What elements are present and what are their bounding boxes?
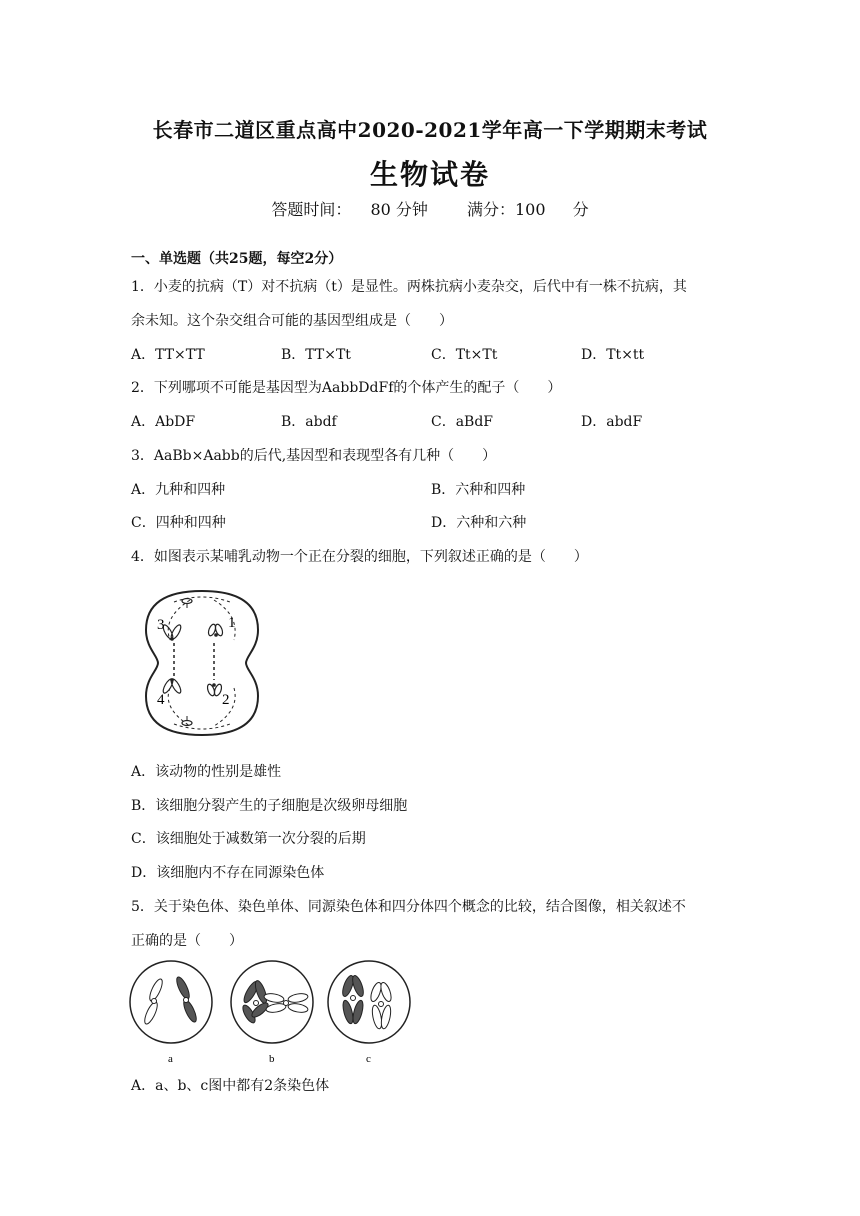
exam-meta [0, 197, 860, 220]
question-1-option-a: A．TT×TT [131, 347, 205, 363]
figure-label-c: c [366, 1053, 371, 1065]
section-heading: 一、单选题（共25题，每空2分） [131, 251, 343, 267]
question-2-option-c: C．aBdF [431, 414, 494, 430]
question-3-line1: 3．AaBb×Aabb的后代,基因型和表现型各有几种（ ） [131, 448, 497, 464]
question-5-option-a: A．a、b、c图中都有2条染色体 [131, 1078, 330, 1094]
cell-label-1: 1 [228, 615, 236, 631]
figure-a [130, 961, 212, 1043]
question-4-option-c: C．该细胞处于减数第一次分裂的后期 [131, 831, 366, 847]
question-4-line1: 4．如图表示某哺乳动物一个正在分裂的细胞，下列叙述正确的是（ ） [131, 549, 588, 565]
time-value: 80 分钟 [370, 200, 428, 219]
question-3-option-d: D．六种和六种 [431, 515, 527, 531]
question-1-line2: 余未知。这个杂交组合可能的基因型组成是（ ） [131, 313, 453, 329]
cell-label-3: 3 [157, 617, 165, 633]
question-1-option-d: D．Tt×tt [581, 347, 645, 363]
question-2-line1: 2．下列哪项不可能是基因型为AabbDdFf的个体产生的配子（ ） [131, 380, 562, 396]
figure-label-b: b [269, 1053, 275, 1065]
figure-label-a: a [168, 1053, 173, 1065]
question-5-line2: 正确的是（ ） [131, 933, 243, 949]
exam-subject-title: 生物试卷 [369, 158, 490, 191]
cell-label-4: 4 [157, 692, 165, 708]
question-1-option-b: B．TT×Tt [281, 347, 351, 363]
time-label: 答题时间： [271, 200, 352, 219]
question-1-option-c: C．Tt×Tt [431, 347, 498, 363]
figure-c [328, 961, 410, 1043]
dividing-cell-figure [140, 588, 264, 738]
question-3-option-b: B．六种和四种 [431, 482, 526, 498]
figure-b [231, 961, 313, 1043]
question-4-option-a: A．该动物的性别是雄性 [131, 764, 282, 780]
exam-title: 长春市二道区重点高中2020-2021学年高一下学期期末考试 [152, 118, 708, 142]
question-2-option-a: A．AbDF [131, 414, 196, 430]
question-3-option-c: C．四种和四种 [131, 515, 226, 531]
question-3-option-a: A．九种和四种 [131, 482, 226, 498]
question-1-line1: 1．小麦的抗病（T）对不抗病（t）是显性。两株抗病小麦杂交，后代中有一株不抗病，其 [131, 279, 687, 295]
score-unit: 分 [572, 200, 589, 219]
question-4-option-b: B．该细胞分裂产生的子细胞是次级卵母细胞 [131, 798, 408, 814]
cell-label-2: 2 [222, 692, 230, 708]
question-4-option-d: D．该细胞内不存在同源染色体 [131, 865, 325, 881]
chromosome-figures [128, 958, 418, 1068]
question-5-line1: 5．关于染色体、染色单体、同源染色体和四分体四个概念的比较，结合图像，相关叙述不 [131, 899, 686, 915]
score-label: 满分：100 [467, 200, 546, 219]
question-2-option-b: B．abdf [281, 414, 337, 430]
question-2-option-d: D．abdF [581, 414, 643, 430]
